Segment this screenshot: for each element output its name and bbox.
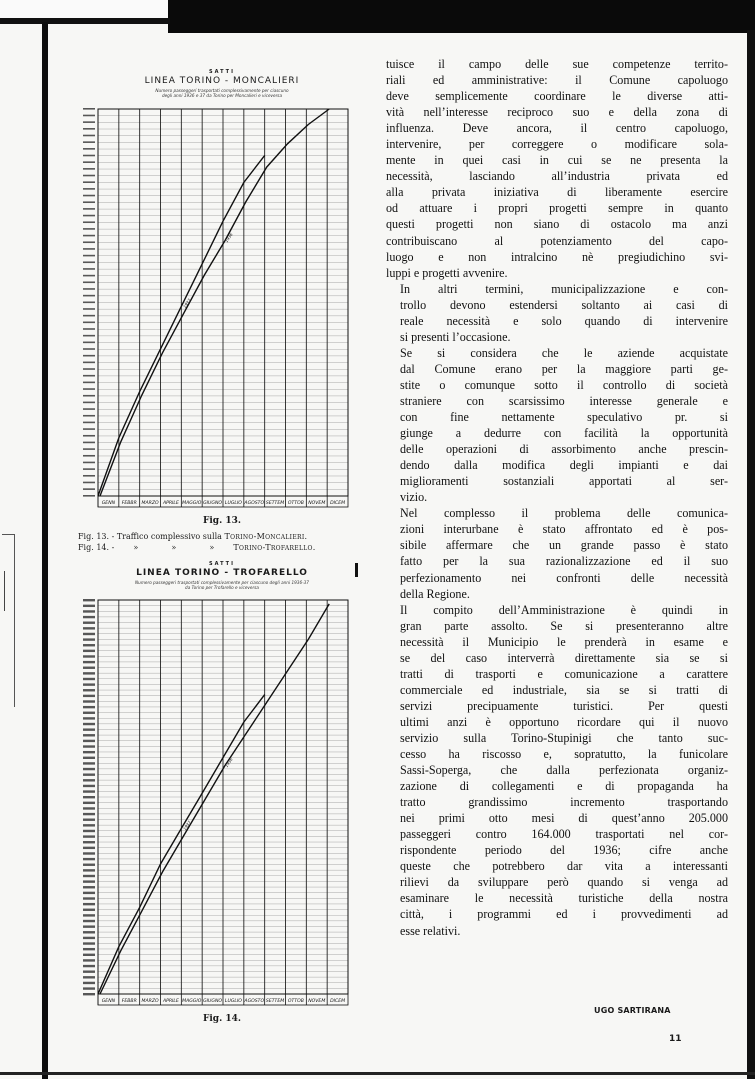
- text-line: si presenti l’occasione.: [400, 329, 511, 344]
- text-line: necessità il Municipio le prenderà in esame e: [400, 634, 728, 649]
- text-line: servizi precipuamente turistici. Per questi: [400, 698, 728, 713]
- text-line: della Regione.: [400, 586, 470, 601]
- scan-bottom-rule: [0, 1072, 755, 1075]
- text-line: commerciale ed industriale, sia se si tratti di: [400, 682, 728, 697]
- chart-kicker: SATTI: [209, 560, 235, 567]
- figure-14-header: [82, 562, 362, 591]
- paragraph-3: [386, 345, 728, 505]
- ditto-mark: »: [209, 542, 215, 552]
- text-line: queste che potrebbero dar vita a interessanti: [400, 859, 728, 874]
- ditto-mark: »: [133, 542, 139, 552]
- adjacent-page-mark: [4, 571, 5, 611]
- body-text-column: [386, 56, 728, 939]
- svg-text:1936: 1936: [223, 231, 234, 244]
- text-line: rispondente periodo del 1936; cifre anche: [400, 843, 728, 858]
- text-line: tratti di trasporti e comunicazione a carattere: [400, 666, 728, 681]
- paragraph-4: [386, 505, 728, 601]
- chart-subtitle-line: degli anni 1936 e 37 da Torino per Moncalieri e viceversa: [161, 93, 283, 99]
- text-line: alla privata iniziativa di liberamente esercire: [386, 185, 728, 200]
- text-line: trollo devono estendersi soltanto ai casi di: [400, 297, 728, 312]
- text-line: deve semplicemente coordinare le diverse atti-: [386, 89, 728, 104]
- caption-text: Fig. 13. - Traffico complessivo sulla: [78, 531, 225, 541]
- chart-subtitle: [82, 88, 362, 99]
- chart-subtitle-line: da Torino per Trofarello e viceversa: [185, 584, 259, 590]
- text-line: zazione di collegamenti e di propaganda ha: [400, 779, 728, 794]
- paragraph-1: [386, 56, 728, 281]
- text-line: passeggeri contro 164.000 trasportati nel cor-: [400, 827, 728, 842]
- text-line: mente in quei casi in cui se ne presenta la: [386, 153, 728, 168]
- chart-subtitle: [82, 580, 362, 591]
- figure-13-header: [82, 70, 362, 99]
- page-number: 11: [669, 1034, 682, 1044]
- svg-text:1937: 1937: [182, 820, 192, 832]
- caption-text: Fig. 14. -: [78, 542, 115, 552]
- svg-text:DICEM: DICEM: [330, 999, 346, 1005]
- text-line: riali ed amministrative: il Comune capoluogo: [386, 73, 728, 88]
- figure-13-chart: [82, 105, 362, 510]
- svg-text:GENN: GENN: [101, 999, 116, 1005]
- text-line: zioni interurbane è stato affrontato ed è pos-: [400, 522, 728, 537]
- text-line: delle operazioni di assorbimento anche prescin-: [400, 442, 728, 457]
- chart-subtitle-line: Numero passeggeri trasportati complessivamente per ciascuno: [155, 88, 289, 93]
- text-line: giunge a dedurre con facilità la opportunità: [400, 426, 728, 441]
- caption-line-name: Torino-Moncalieri.: [224, 531, 308, 541]
- text-line: stite o comunque sotto il controllo di società: [400, 377, 728, 392]
- text-line: rilievi da sviluppare però quando si venga ad: [400, 875, 728, 890]
- text-line: sibile affermare che un grande passo è stato: [400, 538, 728, 553]
- svg-text:GIUGNO: GIUGNO: [203, 999, 223, 1005]
- text-line: straniere con scarsissimo interesse generale e: [400, 393, 728, 408]
- text-line: esaminare le necessità turistiche della nostra: [400, 891, 728, 906]
- text-line: od attuare i propri progetti sempre in quanto: [386, 201, 728, 216]
- svg-text:MARZO: MARZO: [141, 500, 159, 506]
- text-line: se del caso interverrà direttamente sia se si: [400, 650, 728, 665]
- figure-14-chart: [82, 596, 362, 1008]
- svg-text:AGOSTO: AGOSTO: [244, 999, 265, 1005]
- svg-text:MAGGIO: MAGGIO: [182, 500, 202, 506]
- svg-text:LUGLIO: LUGLIO: [224, 999, 242, 1005]
- author-signature: UGO SARTIRANA: [594, 1006, 671, 1015]
- text-line: gran parte assolto. Se si presenteranno altre: [400, 618, 728, 633]
- svg-text:LUGLIO: LUGLIO: [224, 500, 242, 506]
- figure-captions: [78, 532, 362, 554]
- svg-text:AGOSTO: AGOSTO: [244, 500, 265, 506]
- text-line: dendo dalla modifica degli impianti e dai: [400, 458, 728, 473]
- page-right-edge: [747, 30, 755, 1079]
- margin-mark: [355, 563, 358, 577]
- paragraph-5: [386, 602, 728, 939]
- svg-text:1936: 1936: [223, 757, 234, 769]
- text-line: vizio.: [400, 490, 428, 505]
- svg-text:1937: 1937: [182, 297, 192, 309]
- text-line: questi progetti non siano di ostacolo ma anzi: [386, 217, 728, 232]
- text-line: città, i programmi ed i provvedimenti ad: [400, 907, 728, 922]
- caption-line-name: Torino-Trofarello.: [233, 542, 316, 552]
- figure-label: Fig. 13.: [202, 515, 242, 526]
- book-spine-edge: [42, 22, 48, 1079]
- svg-text:NOVEM: NOVEM: [308, 500, 326, 506]
- series-line-1936: [100, 604, 329, 994]
- text-line: luogo e non intralcino nè pregiudichino svi-: [386, 249, 728, 264]
- text-line: Sassi-Soperga, che dalla perfezionata organiz-: [400, 763, 728, 778]
- svg-text:MARZO: MARZO: [141, 999, 159, 1005]
- caption-fig-13: [78, 532, 362, 543]
- text-line: dal Comune erano per la maggiore parti ge-: [400, 361, 728, 376]
- text-line: servizio sulla Torino-Stupinigi che tanto suc-: [400, 730, 728, 745]
- chart-kicker: SATTI: [209, 69, 235, 75]
- text-line: cesso ha riscosso e, sopratutto, la funicolare: [400, 747, 728, 762]
- text-line: influenza. Deve ancora, il centro capoluogo,: [386, 121, 728, 136]
- svg-text:APRILE: APRILE: [162, 500, 179, 506]
- scan-top-black-band: [168, 0, 755, 33]
- svg-text:SETTEM: SETTEM: [265, 500, 285, 506]
- figure-label: Fig. 14.: [202, 1014, 242, 1025]
- text-line: intervenire, per correggere o modificare sola-: [386, 137, 728, 152]
- text-line: Nel complesso il problema delle comunica-: [400, 506, 728, 521]
- text-line: fatto per la sua razionalizzazione ed il suo: [400, 554, 728, 569]
- line-chart: [82, 105, 352, 510]
- text-line: vità nell’interesse reciproco suo e della zona di: [386, 105, 728, 120]
- line-chart: [82, 596, 352, 1008]
- text-line: con fine nettamente speculativo pr. si: [400, 410, 728, 425]
- text-line: Se si considera che le aziende acquistate: [400, 345, 728, 360]
- text-line: contribuiscano al potenziamento del capo-: [386, 233, 728, 248]
- svg-text:FEBBR: FEBBR: [121, 500, 137, 506]
- svg-text:GENN: GENN: [101, 500, 116, 506]
- text-line: Il compito dell’Amministrazione è quindi in: [400, 602, 728, 617]
- svg-text:NOVEM: NOVEM: [308, 999, 326, 1005]
- chart-title: LINEA TORINO - MONCALIERI: [144, 76, 300, 86]
- svg-text:OTTOB: OTTOB: [287, 999, 304, 1005]
- svg-text:MAGGIO: MAGGIO: [182, 999, 202, 1005]
- text-line: tuisce il campo delle sue competenze territo-: [386, 57, 728, 71]
- svg-text:GIUGNO: GIUGNO: [203, 500, 223, 506]
- text-line: ultimi anzi è opportuno ricordare qui il nuovo: [400, 714, 728, 729]
- text-line: necessità, lasciando all’industria privata ed: [386, 169, 728, 184]
- svg-text:APRILE: APRILE: [162, 999, 179, 1005]
- text-line: reale necessità e solo quando di intervenire: [400, 313, 728, 328]
- chart-title: LINEA TORINO - TROFARELLO: [136, 567, 308, 578]
- chart-subtitle-line: Numero passeggeri trasportati complessivamente per ciascuno degli anni 1936-37: [135, 579, 309, 585]
- svg-text:OTTOB: OTTOB: [287, 500, 304, 506]
- text-line: nei primi otto mesi di quest’anno 205.000: [400, 811, 728, 826]
- figures-column: [78, 69, 362, 1025]
- paragraph-2: [386, 281, 728, 345]
- text-line: perfezionamento nei confronti delle necessità: [400, 570, 728, 585]
- text-line: tratto grandissimo incremento trasportando: [400, 795, 728, 810]
- svg-text:FEBBR: FEBBR: [121, 999, 137, 1005]
- scan-top-rule: [0, 18, 170, 24]
- text-line: miglioramenti sostanziali apportati al ser-: [400, 474, 728, 489]
- caption-fig-14: [78, 543, 362, 554]
- text-line: In altri termini, municipalizzazione e con-: [400, 281, 728, 296]
- text-line: esse relativi.: [400, 923, 461, 938]
- adjacent-page-bracket: [2, 534, 15, 707]
- svg-text:SETTEM: SETTEM: [265, 999, 285, 1005]
- ditto-mark: »: [171, 542, 177, 552]
- svg-text:DICEM: DICEM: [330, 500, 346, 506]
- text-line: luppi e progetti avvenire.: [386, 265, 508, 280]
